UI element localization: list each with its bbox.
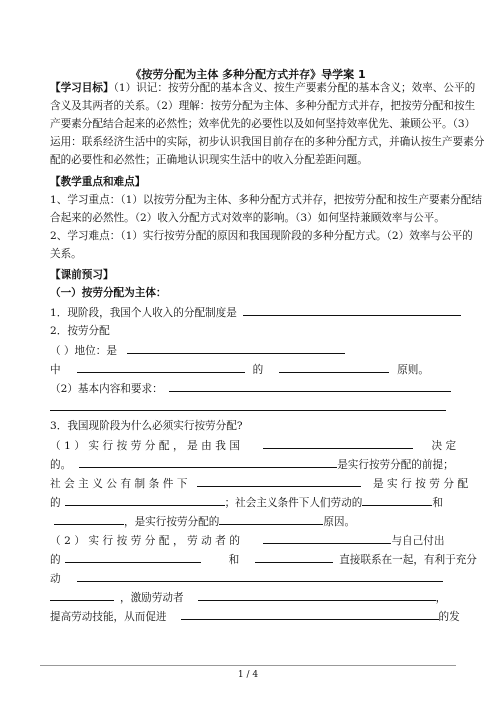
question-4b: 的 和 直接联系在一起，有利于充分	[50, 554, 477, 566]
key-heading: 【教学重点和难点】	[50, 176, 146, 188]
question-2a: （ ）地位：是	[50, 343, 448, 358]
question-3c: 社会主义公有制条件下 是实行按劳分配	[50, 478, 472, 490]
question-3: 3．我国现阶段为什么必须实行按劳分配?	[50, 420, 243, 432]
question-4a: （2）实行按劳分配，劳动者的 与自己付出	[50, 535, 445, 547]
fill-blank[interactable]	[219, 514, 323, 525]
fill-blank[interactable]	[255, 552, 333, 563]
key-line-1: 1、学习重点：（1）以按劳分配为主体、多种分配方式并存，把按劳分配和按生产要素分配结	[50, 194, 482, 206]
question-3e: ，是实行按劳分配的 原因。	[50, 514, 448, 529]
fill-blank[interactable]	[263, 438, 413, 449]
question-3b: 的。 是实行按劳分配的前提；	[50, 459, 454, 471]
fill-blank[interactable]	[243, 305, 461, 316]
fill-blank[interactable]	[79, 457, 337, 468]
fill-blank[interactable]	[50, 590, 114, 601]
goals-line-1: 【学习目标】（1）识记：按劳分配的基本含义、按生产要素分配的基本含义；效率、公平的	[50, 82, 476, 94]
goals-line-2: 含义及其两者的关系。（2）理解：按劳分配为主体、多种分配方式并存，把按劳分配和按生	[50, 100, 476, 112]
footer-divider	[40, 665, 456, 666]
goals-line-3: 产要素分配结合起来的必然性；效率优先的必要性以及如何坚持效率优先、兼顾公平。（3）	[50, 118, 476, 130]
question-1: 1．现阶段，我国个人收入的分配制度是	[50, 305, 448, 320]
question-2c: （2）基本内容和要求：	[50, 381, 448, 396]
goals-line-4: 运用：联系经济生活中的实际，初步认识我国目前存在的多种分配方式，并确认按生产要素分	[50, 136, 485, 148]
question-4c: 动	[50, 571, 448, 586]
fill-blank[interactable]	[263, 533, 391, 544]
question-4e: 提高劳动技能，从而促进 的发	[50, 611, 460, 623]
document-title: 《按劳分配为主体 多种分配方式并存》导学案 1	[130, 68, 366, 81]
fill-blank[interactable]	[77, 571, 443, 582]
key-line-2: 合起来的必然性。（2）收入分配方式对效率的影响。（3）如何坚持兼顾效率与公平。	[50, 212, 445, 224]
fill-blank[interactable]	[197, 476, 361, 487]
goals-line-5: 配的必要性和必然性；正确地认识现实生活中的收入分配差距问题。	[50, 154, 368, 166]
preview-heading: 【课前预习】	[50, 269, 114, 281]
fill-blank[interactable]	[169, 381, 451, 392]
question-2c-cont	[50, 400, 448, 415]
fill-blank[interactable]	[127, 343, 345, 354]
key-line-4: 关系。	[50, 248, 82, 260]
fill-blank[interactable]	[77, 362, 245, 373]
question-3a: （1）实行按劳分配，是由我国 决定	[50, 440, 460, 452]
fill-blank[interactable]	[50, 400, 446, 411]
fill-blank[interactable]	[198, 590, 436, 601]
fill-blank[interactable]	[279, 362, 389, 373]
question-2: 2．按劳分配	[50, 325, 110, 337]
question-3d: 的 ；社会主义条件下人们劳动的 和	[50, 497, 443, 509]
fill-blank[interactable]	[54, 514, 124, 525]
subsection-1: （一）按劳分配为主体：	[50, 287, 167, 299]
fill-blank[interactable]	[362, 495, 432, 506]
fill-blank[interactable]	[181, 609, 439, 620]
goals-heading: 【学习目标】	[50, 82, 114, 94]
page-number: 1 / 4	[237, 670, 259, 680]
fill-blank[interactable]	[65, 552, 201, 563]
fill-blank[interactable]	[65, 495, 225, 506]
question-2b: 中 的 原则。	[50, 364, 429, 376]
page-footer	[0, 670, 496, 680]
key-line-3: 2、学习难点：（1）实行按劳分配的原因和我国现阶段的多种分配方式。（2）效率与公平的	[50, 230, 473, 242]
question-4d: ，激励劳动者 ，	[50, 590, 448, 605]
